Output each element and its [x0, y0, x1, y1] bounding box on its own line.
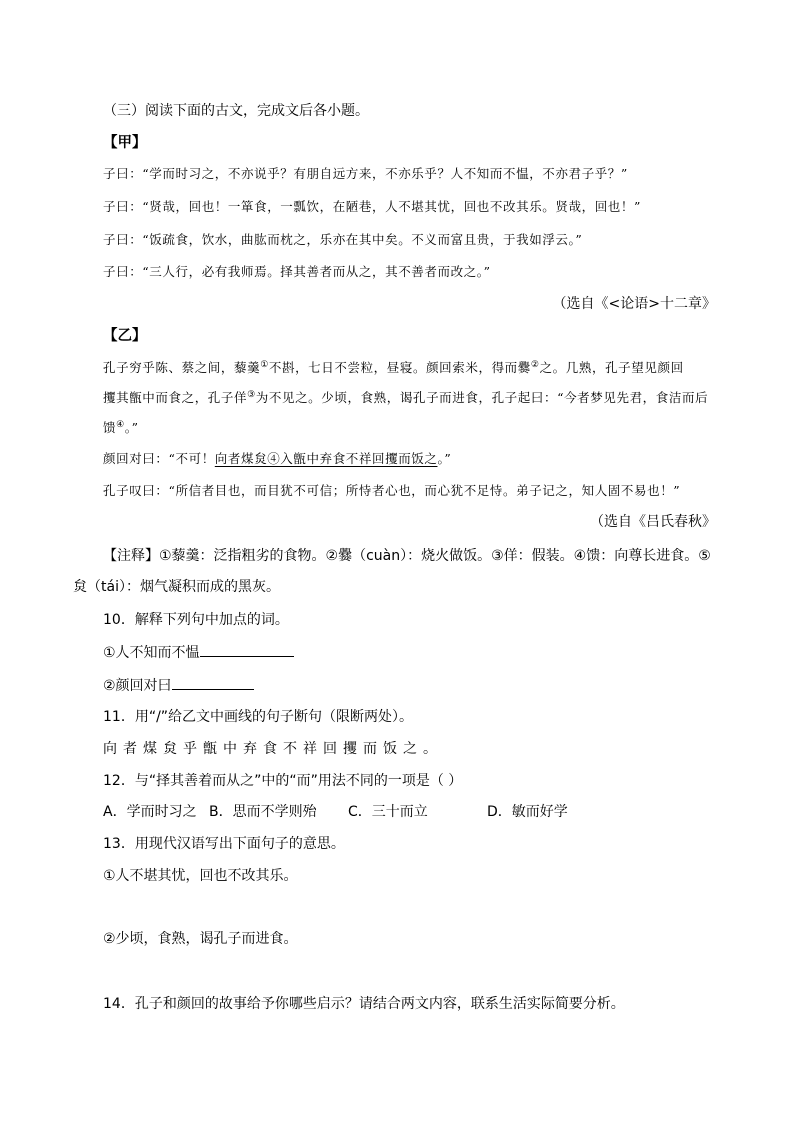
q10-item-2	[103, 675, 254, 696]
q10-item-1	[103, 642, 294, 663]
notes-line-2: 炱（tái）：烟气凝积而成的黑灰。	[73, 579, 280, 595]
yi-text: 攫其甑中而食之，孔子佯	[103, 390, 248, 405]
note-mark: ①	[260, 359, 269, 370]
q12: 12．与“择其善着而从之”中的“而”用法不同的一项是（ ）	[103, 773, 463, 789]
q12-option-c: C．三十而立	[348, 804, 428, 820]
q13-item-2: ②少顷，食熟，谒孔子而进食。	[103, 931, 298, 947]
yi-text: 。”	[437, 451, 452, 466]
q12-option-d: D．敏而好学	[487, 804, 568, 820]
yi-line-3	[103, 418, 139, 438]
jia-source: （选自《<论语>十二章》	[552, 296, 716, 312]
jia-line-4: 子曰：“三人行，必有我师焉。择其善者而从之，其不善者而改之。”	[103, 264, 491, 279]
yi-text: 馈	[103, 420, 117, 435]
yi-line-2	[103, 388, 708, 408]
jia-line-3: 子曰：“饭疏食，饮水，曲肱而枕之，乐亦在其中矣。不义而富且贵，于我如浮云。”	[103, 232, 583, 247]
jia-label: 【甲】	[103, 135, 147, 151]
q10-item-text: ①人不知而不愠	[103, 645, 200, 661]
yi-source: （选自《吕氏春秋》	[590, 514, 716, 530]
heading: （三）阅读下面的古文，完成文后各小题。	[103, 103, 369, 119]
answer-blank[interactable]	[172, 675, 254, 690]
q12-option-a: A．学而时习之	[103, 804, 197, 820]
yi-text: 之。几熟，孔子望见颜回	[539, 360, 684, 375]
yi-label: 【乙】	[103, 328, 147, 344]
yi-line-5: 孔子叹曰：“所信者目也，而目犹不可信；所恃者心也，而心犹不足恃。弟子记之，知人固不易也！”	[103, 483, 681, 498]
q14: 14．孔子和颜回的故事给予你哪些启示？请结合两文内容，联系生活实际简要分析。	[103, 996, 625, 1012]
answer-blank[interactable]	[200, 642, 294, 657]
q10-item-text: ②颜回对曰	[103, 678, 172, 694]
yi-text: 颜回对曰：“不可！	[103, 451, 215, 466]
q13-item-1: ①人不堪其忧，回也不改其乐。	[103, 868, 298, 884]
q13: 13．用现代汉语写出下面句子的意思。	[103, 836, 345, 852]
q11: 11．用“/”给乙文中画线的句子断句（限断两处）。	[103, 709, 414, 725]
q12-option-b: B．思而不学则殆	[209, 804, 317, 820]
note-mark: ④	[116, 419, 125, 430]
jia-line-2: 子曰：“贤哉，回也！一箪食，一瓢饮，在陋巷，人不堪其忧，回也不改其乐。贤哉，回也！”	[103, 199, 641, 214]
yi-text: 为不见之。少顷，食熟，谒孔子而进食，孔子起曰：“今者梦见先君，食洁而后	[255, 390, 709, 405]
yi-text: 孔子穷乎陈、蔡之间，藜羹	[103, 360, 261, 375]
note-mark: ②	[530, 359, 540, 370]
yi-text: 。”	[124, 420, 139, 435]
yi-text: 不斟，七日不尝粒，昼寝。颜回索米，得而爨	[268, 360, 531, 375]
q10: 10．解释下列句中加点的词。	[103, 612, 289, 628]
yi-line-4	[103, 449, 451, 469]
notes-line-1: 【注释】①藜羹：泛指粗劣的食物。②爨（cuàn）：烧火做饭。③佯：假装。④馈：向尊长进食。⑤	[103, 548, 711, 564]
note-mark: ③	[247, 389, 256, 400]
underlined-sentence: 向者煤炱④入甑中弃食不祥回攫而饭之	[214, 451, 438, 466]
jia-line-1: 子曰：“学而时习之，不亦说乎？有朋自远方来，不亦乐乎？人不知而不愠，不亦君子乎？”	[103, 166, 628, 181]
yi-line-1	[103, 358, 684, 378]
q11-sentence: 向者煤炱乎甑中弃食不祥回攫而饭之。	[103, 741, 443, 757]
